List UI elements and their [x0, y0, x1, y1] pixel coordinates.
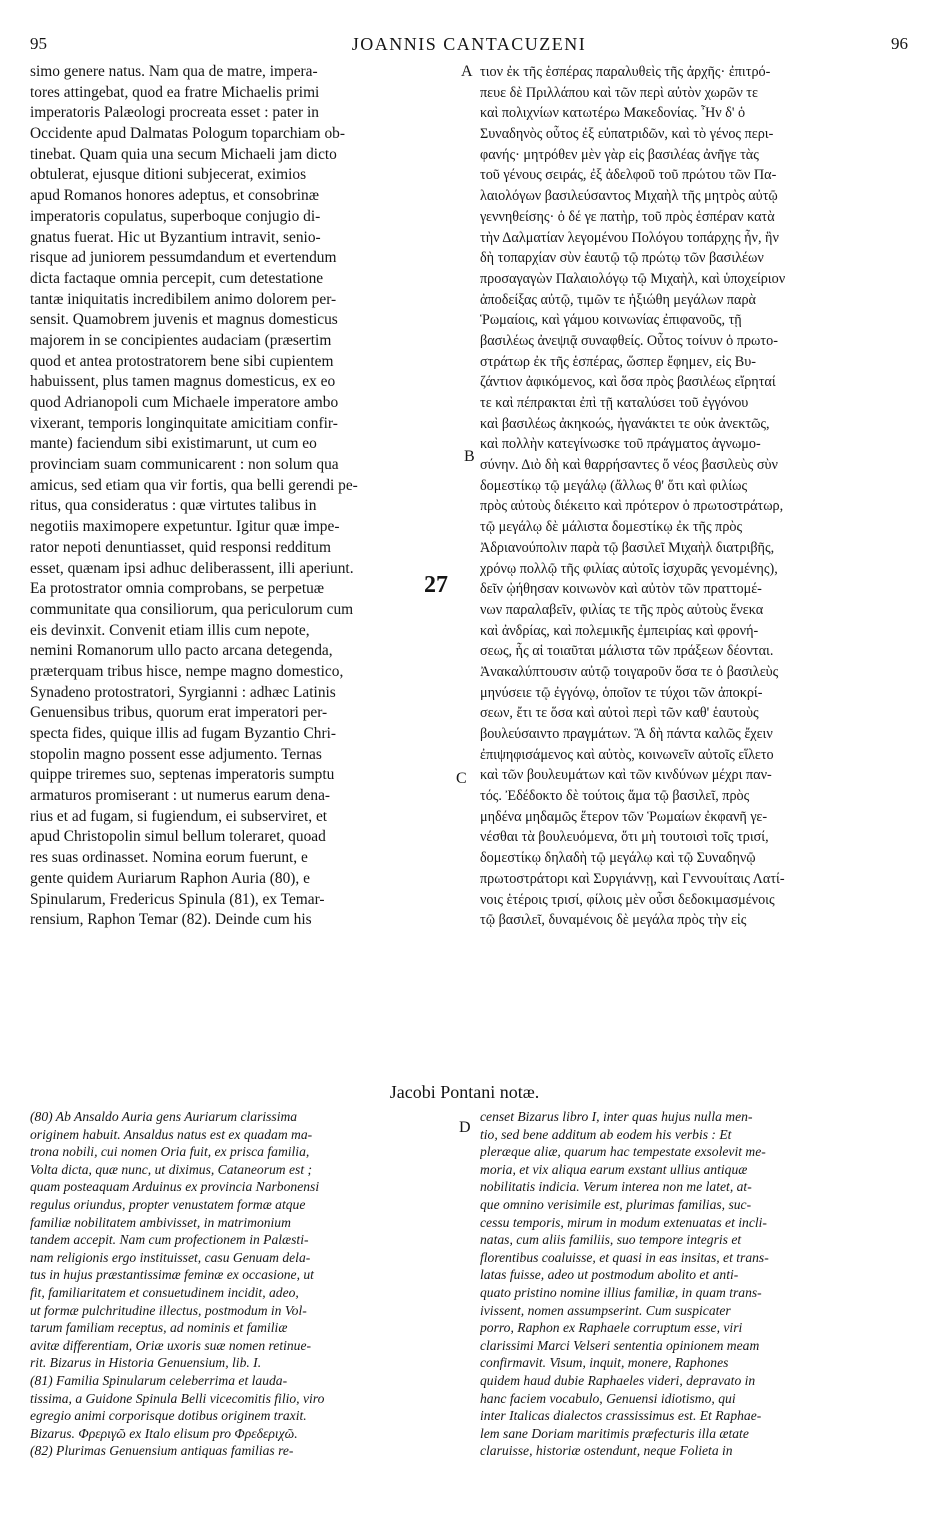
note-text-line: familiæ nobilitatem ambivisset, in matrimonium: [30, 1214, 291, 1230]
latin-text-line: tores attingebat, quod ea fratre Michaelis primi: [30, 83, 320, 101]
greek-text-line: γεννηθείσης· ὁ δέ γε πατὴρ, τοῦ πρὸς ἑσπέραν κατὰ: [480, 208, 775, 225]
note-text-line: claruisse, historiæ ostendunt, neque Folieta in: [480, 1443, 733, 1459]
note-text-line: Bizarus. Φρεριγῶ ex Italo elisum pro Φρεδεριχῶ.: [30, 1425, 298, 1441]
greek-text-line: καὶ πολλὴν κατεγίνωσκε τοῦ πράγματος ἀγνωμο-: [480, 436, 761, 453]
greek-text-line: τὴν Δαλματίαν λεγομένου Πολόγου τοπάρχης ἦν, ἣν: [480, 229, 779, 246]
greek-text-line: Ῥωμαίοις, καὶ γάμου κοινωνίας ἐπιφανοῦς, τῇ: [480, 312, 742, 329]
note-text-line: censet Bizarus libro I, inter quas hujus nulla men-: [480, 1109, 753, 1124]
page-number-right: 96: [891, 34, 908, 53]
greek-text-line: λαιολόγων βασιλεύσαντος Μιχαὴλ τῆς μητρὸς αὐτῷ: [480, 188, 778, 205]
note-text-line: cessu temporis, mirum in modum extenuatas et incli-: [480, 1214, 767, 1230]
latin-text-line: nemini Romanorum ullo pacto arcana detegenda,: [30, 642, 333, 660]
latin-text-line: negotiis maximopere expetuntur. Igitur quæ impe-: [30, 518, 340, 536]
latin-text-line: ritus, qua consideratus : quæ virtutes talibus in: [30, 497, 317, 515]
running-header: [30, 30, 908, 60]
note-text-line: nam religionis ergo instituisset, casu Genuam dela-: [30, 1249, 311, 1265]
note-text-line: florentibus coaluisse, et quasi in eas insitas, et trans-: [480, 1249, 769, 1265]
note-text-line: ivissent, nomen assumpserint. Cum suspicater: [480, 1302, 731, 1318]
greek-text-line: δομεστίκῳ τῷ μεγάλῳ (ἄλλως θ' ὅτι καὶ φιλίως: [480, 477, 748, 494]
latin-text-line: gnatus fuerat. Hic ut Byzantium intravit, senio-: [30, 228, 321, 246]
latin-text-line: armaturos promiserant : ut numerus earum dena-: [30, 787, 331, 805]
latin-text-line: quod Adrianopoli cum Michaele imperatore ambo: [30, 394, 339, 411]
latin-text-line: Occidente apud Dalmatas Pologum toparchiam ob-: [30, 125, 345, 143]
greek-text-line: πρὸς αὐτοὺς διέκειτο καὶ πρότερον ὁ πρωτοστράτωρ,: [480, 498, 784, 515]
note-text-line: trona nobili, cui nomen Oria fuit, ex prisca familia,: [30, 1144, 310, 1160]
latin-text-line: majorem in se concipientes audaciam (præsertim: [30, 331, 332, 349]
note-text-line: Volta dicta, quæ nunc, ut diximus, Cataneorum est ;: [30, 1161, 313, 1177]
notes-title: Jacobi Pontani notæ.: [389, 1082, 540, 1102]
note-text-line: fit, familiaritatem et consuetudinem incidit, adeo,: [30, 1284, 299, 1300]
note-text-line: nobilitatis indicia. Verum interea non me latet, at-: [480, 1179, 752, 1195]
note-text-line: quato pristino nomine illius familiæ, in quam trans-: [480, 1284, 762, 1300]
latin-text-line: stopolin magno possent esse adjumento. Ternas: [30, 745, 322, 763]
greek-text-line: καὶ τῶν βουλευμάτων καὶ τῶν κινδύνων μέχρι παν-: [480, 767, 772, 784]
latin-text-line: gente quidem Auriarum Raphon Auria (80), e: [30, 869, 310, 887]
note-text-line: egregio animi corporisque dotibus originem traxit.: [30, 1408, 307, 1424]
greek-text-line: τοῦ γένους σειράς, ἐξ ἀδελφοῦ τοῦ πρώτου τῶν Πα-: [480, 167, 777, 184]
note-text-line: tandem accepit. Nam cum profectionem in Palæsti-: [30, 1232, 309, 1248]
latin-text-line: apud Romanos honores adeptus, et consobrinæ: [30, 187, 319, 205]
greek-text-line: δὴ τοπαρχίαν σὺν ἑαυτῷ τῷ πρώτῳ τῶν βασιλέων: [480, 250, 764, 267]
greek-text-line: Ἀδριανούπολιν παρὰ τῷ βασιλεῖ Μιχαὴλ διατριβῆς,: [480, 539, 775, 556]
note-text-line: que omnino verisimile est, plurimas familias, suc-: [480, 1196, 752, 1212]
greek-text-line: στράτωρ ἐκ τῆς ἑσπέρας, ὥσπερ ἔφημεν, εἰς Βυ-: [480, 353, 756, 370]
latin-column: [30, 62, 458, 931]
latin-text-line: obtulerat, ejusque ditioni subjecerat, eximios: [30, 166, 307, 184]
greek-text-line: ἐπιψηφισάμενος καὶ αὐτὸς, κοινωνεῖν αὐτοῖς εἵλετο: [480, 746, 774, 763]
latin-text-line: mante) faciendum sibi existimarunt, ut cum eo: [30, 435, 317, 453]
margin-folio-number: 27: [424, 572, 448, 598]
note-text-line: regulus oriundus, propter venustatem formæ atque: [30, 1196, 306, 1212]
latin-text-line: præterquam tribus hisce, nempe magno domestico,: [30, 662, 344, 680]
latin-text-line: risque ad juniorem pessumdandum et evertendum: [30, 249, 337, 267]
latin-text-line: apud Christopolin simul bellum toleraret, quoad: [30, 828, 326, 846]
greek-text-line: χρόνῳ πολλῷ τῆς φιλίας αὐτοῖς ἰσχυρᾶς γενομένης),: [480, 560, 778, 577]
latin-text-line: dicta factaque omnia percepit, cum detestatione: [30, 269, 324, 287]
note-text-line: pleræque aliæ, quarum hac tempestate exsolevit me-: [480, 1144, 766, 1160]
note-text-line: (81) Familia Spinularum celeberrima et lauda-: [30, 1372, 288, 1388]
greek-text-line: τῷ βασιλεῖ, δυναμένοις δὲ μεγάλα πρὸς τὴν εἰς: [480, 912, 747, 929]
note-text-line: tissima, a Guidone Spinula Belli vicecomitis filio, viro: [30, 1390, 325, 1406]
note-text-line: quam posteaquam Arduinus ex provincia Narbonensi: [30, 1179, 320, 1195]
greek-text-line: Συναδηνὸς οὗτος ἐξ εὐπατριδῶν, καὶ τὸ γένος περι-: [480, 126, 774, 143]
note-text-line: originem habuit. Ansaldus natus est ex quadam ma-: [30, 1126, 313, 1142]
greek-text-line: δεῖν ᾠήθησαν κοινωνὸν καὶ αὐτὸν τῶν πραττομέ-: [480, 581, 762, 598]
latin-text-line: rius et ad fugam, si fugiendum, ei subserviret, et: [30, 807, 328, 825]
note-text-line: tus in hujus præstantissimæ feminæ ex occasione, ut: [30, 1267, 314, 1283]
latin-text-line: res suas ordinasset. Nomina eorum fuerunt, e: [30, 849, 308, 867]
note-text-line: porro, Raphon ex Raphaele corruptum esse, viri: [480, 1320, 743, 1336]
latin-text-line: eis devinxit. Convenit etiam illis cum nepote,: [30, 621, 310, 639]
latin-text-line: habuissent, plus tamen magnus domesticus, ex eo: [30, 373, 336, 391]
greek-text-line: σεως, ἧς αἱ τοιαῦται μάλιστα τῶν πράξεων δέονται.: [480, 643, 774, 660]
latin-text-line: communitate qua consiliorum, qua periculorum cum: [30, 600, 354, 618]
note-text-line: lem sane Doriam maritimis præfecturis illa ætate: [480, 1425, 749, 1441]
margin-letter-c: C: [456, 770, 467, 787]
greek-text-line: τῷ μεγάλῳ δὲ μάλιστα δομεστίκῳ ἐκ τῆς πρὸς: [480, 519, 743, 536]
greek-text-line: καὶ βασιλέως ἀκηκοώς, ἠγανάκτει τε οὐκ ἀνεκτῶς,: [480, 415, 770, 432]
greek-text-line: βουλεύσαιντο πραγμάτων. Ἃ δὴ πάντα καλῶς ἔχειν: [480, 726, 773, 742]
note-text-line: clarissimi Marci Velseri sententia opinionem meam: [480, 1337, 760, 1353]
latin-text-line: Ea protostrator omnia comprobans, se perpetuæ: [30, 580, 325, 598]
latin-text-line: quippe triremes suo, septenas imperatoris sumptu: [30, 766, 335, 784]
note-text-line: natas, cum aliis familiis, suo tempore integris et: [480, 1232, 742, 1248]
greek-text-line: φανής· μητρόθεν μὲν γὰρ εἰς βασιλέας ἀνῆγε τὰς: [480, 146, 759, 163]
note-text-line: latas fuisse, adeo ut postmodum abolito et anti-: [480, 1267, 739, 1283]
running-title: JOANNIS CANTACUZENI: [351, 34, 587, 54]
greek-text-line: προσαγαγὼν Παλαιολόγῳ τῷ Μιχαὴλ, καὶ ὑποχείριον: [480, 270, 786, 287]
greek-text-line: καὶ ἀνδρίας, καὶ πολεμικῆς ἐμπειρίας καὶ φρονή-: [480, 622, 759, 639]
note-text-line: tarum familiam receptus, ad nominis et familiæ: [30, 1320, 288, 1336]
latin-text-line: Genuensibus tribus, quorum erat imperatori per-: [30, 704, 328, 722]
greek-text-line: μηδένα μηδαμῶς ἕτερον τῶν Ῥωμαίων ἐκφανῆ γε-: [480, 808, 768, 825]
greek-text-line: νέσθαι τὰ βουλευόμενα, ὅτι μὴ τουτοισὶ τοῖς τρισί,: [480, 829, 769, 846]
greek-text-line: νων παραλαβεῖν, φιλίας τε τῆς πρὸς αὐτοὺς ἕνεκα: [480, 601, 764, 618]
latin-text-line: provinciam suam communicarent : non solum qua: [30, 456, 339, 474]
note-text-line: (80) Ab Ansaldo Auria gens Auriarum clarissima: [30, 1109, 298, 1124]
latin-text-line: quod et antea protostratorem bene sibi cupientem: [30, 352, 334, 370]
latin-text-line: tantæ iniquitatis incredibilem animo dolorem per-: [30, 290, 337, 308]
note-text-line: tio, sed bene additum ab eodem his verbis : Et: [480, 1126, 732, 1142]
note-text-line: rit. Bizarus in Historia Genuensium, lib. I.: [30, 1355, 262, 1371]
greek-text-line: ἀποδείξας αὐτῷ, τιμῶν τε ἠξιώθη μεγάλων παρὰ: [480, 291, 756, 308]
greek-text-line: πευε δὲ Πριλλάπου καὶ τῶν περὶ αὐτὸν χωρῶν τε: [480, 84, 758, 101]
greek-text-line: ζάντιον ἀφικόμενος, καὶ ὅσα πρὸς βασιλέως εἴρηταί: [480, 374, 776, 391]
latin-text-line: rensium, Raphon Temar (82). Deinde cum his: [30, 911, 312, 929]
latin-text-line: esset, quænam ipsi adhuc deliberassent, illi aperiunt.: [30, 559, 354, 577]
note-text-line: quidem haud dubie Raphaeles videri, depravato in: [480, 1372, 756, 1388]
latin-text-line: Synadeno protostratori, Syrgianni : adhæc Latinis: [30, 683, 336, 701]
latin-text-line: simo genere natus. Nam qua de matre, impera-: [30, 63, 318, 80]
greek-column: [480, 62, 910, 931]
margin-letter-a: A: [461, 63, 473, 80]
note-text-line: ut formæ pulchritudine illectus, postmodum in Vol-: [30, 1302, 307, 1318]
note-text-line: hanc faciem vocabulo, Genuensi idiotismo, qui: [480, 1390, 736, 1406]
greek-text-line: δομεστίκῳ δηλαδὴ τῷ μεγάλῳ καὶ τῷ Συναδηνῷ: [480, 850, 756, 867]
greek-text-line: νοις ἑτέροις τρισί, φίλοις μὲν οὖσι δεδοκιμασμένοις: [480, 891, 775, 908]
margin-letter-b: B: [464, 448, 475, 465]
latin-text-line: rator nepoti denuntiasset, quid responsi redditum: [30, 538, 331, 556]
note-text-line: moria, et vix aliqua earum exstant ullius antiquæ: [480, 1161, 748, 1177]
notes-left-column: [30, 1108, 458, 1460]
latin-text-line: sensit. Quamobrem juvenis et magnus domesticus: [30, 311, 338, 329]
notes-right-column: [480, 1108, 910, 1460]
greek-text-line: μηνύσειε τῷ ἐγγόνῳ, ὁποῖον τε τύχοι τῶν ἀποκρί-: [480, 684, 763, 701]
note-text-line: avitæ differentiam, Oriæ uxoris suæ nomen retinue-: [30, 1337, 312, 1353]
greek-text-line: τε καὶ πέπρακται ἐπὶ τῇ καταλύσει τοῦ ἐγγόνου: [480, 395, 749, 411]
margin-letter-d: D: [459, 1119, 471, 1136]
note-text-line: confirmavit. Visum, inquit, monere, Raphones: [480, 1355, 729, 1371]
latin-text-line: tinebat. Quam quia una secum Michaeli jam dicto: [30, 145, 337, 163]
greek-text-line: πρωτοστράτορι καὶ Συργιάννῃ, καὶ Γεννουίταις Λατί-: [480, 870, 785, 887]
page-number-left: 95: [30, 34, 47, 53]
latin-text-line: specta fides, quique illis ad fugam Byzantio Chri-: [30, 725, 337, 742]
greek-text-line: σύνην. Διὸ δὴ καὶ θαρρήσαντες ὅ νέος βασιλεὺς σὺν: [480, 457, 778, 474]
greek-text-line: καὶ πολιχνίων κατωτέρω Μακεδονίας. Ἦν δ' ὁ: [480, 105, 746, 122]
note-text-line: (82) Plurimas Genuensium antiquas familias re-: [30, 1443, 294, 1459]
note-text-line: inter Italicas dialectos crassissimus est. Et Raphae-: [480, 1408, 762, 1424]
greek-text-line: σεων, ἔτι τε ὅσα καὶ αὐτοὶ περὶ τῶν καθ' ἑαυτοὺς: [480, 705, 759, 722]
greek-text-line: τός. Ἐδέδοκτο δὲ τούτοις ἅμα τῷ βασιλεῖ, πρὸς: [480, 788, 750, 805]
greek-text-line: Ἀνακαλύπτουσιν αὐτῷ τοιγαροῦν ὅσα τε ὁ βασιλεὺς: [480, 663, 779, 680]
latin-text-line: imperatoris Palæologi procreata esset : pater in: [30, 104, 319, 122]
latin-text-line: vixerant, temporis longinquitate amicitiam confir-: [30, 414, 338, 432]
greek-text-line: βασιλέως ἀνεψιᾷ συναφθείς. Οὗτος τοίνυν ὁ πρωτο-: [480, 332, 778, 349]
latin-text-line: amicus, sed etiam qua vir fortis, qua belli gerendi pe-: [30, 476, 358, 494]
latin-text-line: Spinularum, Fredericus Spinula (81), ex Temar-: [30, 890, 325, 908]
greek-text-line: τιον ἐκ τῆς ἑσπέρας παραλυθεὶς τῆς ἀρχῆς· ἐπιτρό-: [480, 64, 771, 80]
latin-text-line: imperatoris copulatus, superboque conjugio di-: [30, 207, 321, 225]
